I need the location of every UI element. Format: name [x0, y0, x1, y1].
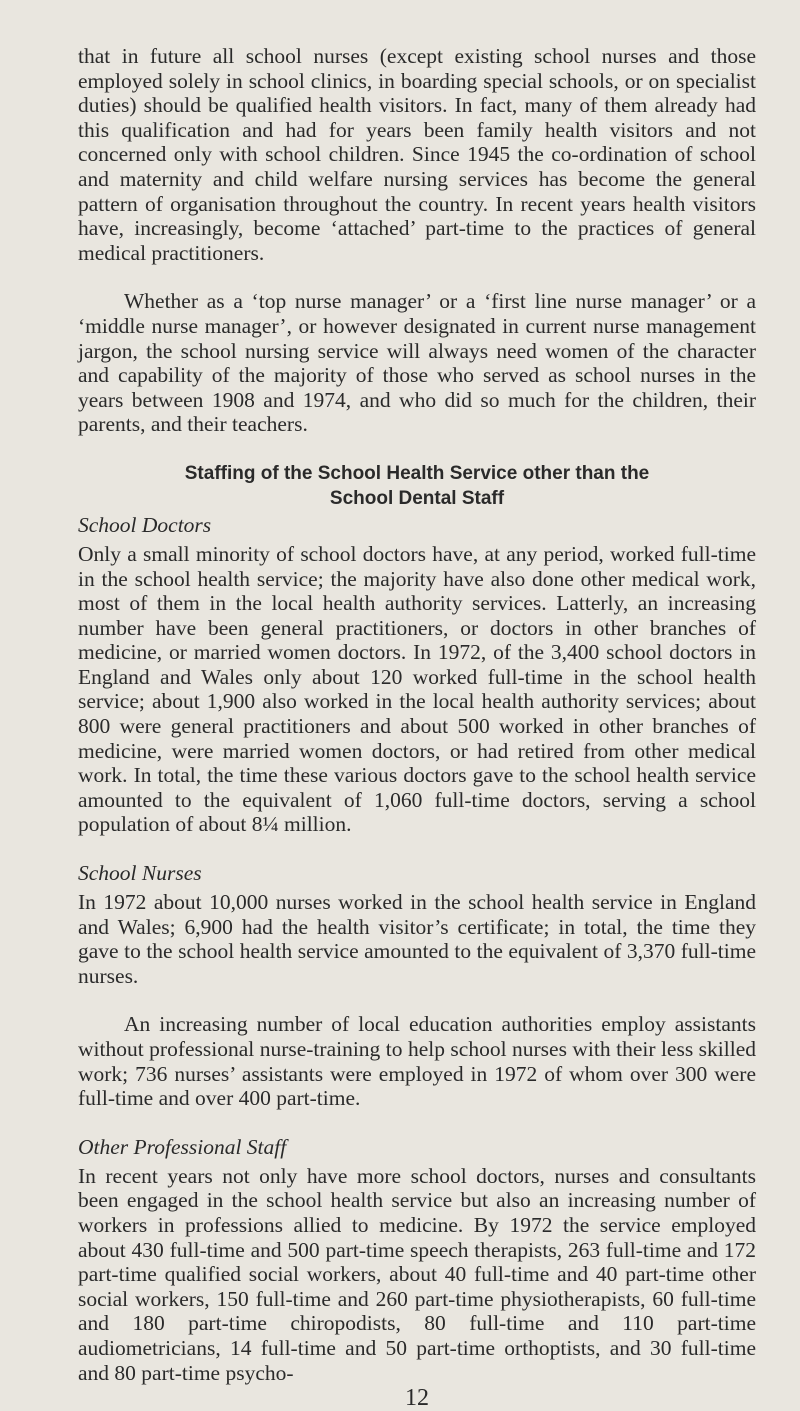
section-heading-continued: School Dental Staff [329, 487, 505, 509]
section-heading: Staffing of the School Health Service other than the [184, 462, 650, 484]
body-paragraph: An increasing number of local education authorities employ assistants without professional nurse-training to help school nurses with their less skilled work; 736 nurses’ assistants were employed in 1972 of whom over 300 were full-time and over 400 part-time. [78, 1012, 756, 1111]
subsection-title-nurses: School Nurses [78, 861, 202, 886]
subsection-title-doctors: School Doctors [78, 512, 212, 537]
body-paragraph: In recent years not only have more school doctors, nurses and consultants been engaged in the school health service but also an increasing number of workers in professions allied to medicine. By 1972 the service employed about 430 full-time and 500 part-time speech therapists, 263 full-time and 172 part-time qualified social workers, about 40 full-time and 40 part-time other social workers, 150 full-time and 260 part-time physiotherapists, 60 full-time and 180 part-time chiropodists, 80 full-time and 110 part-time audiometricians, 14 full-time and 50 part-time orthoptists, and 30 full-time and 80 part-time psycho- [78, 1163, 756, 1385]
page-number: 12 [405, 1385, 429, 1411]
body-paragraph: that in future all school nurses (except existing school nurses and those employed solely in school clinics, in boarding special schools, or on specialist duties) should be qualified health visitors. In fact, many of them already had this qualification and had for years been family health visitors and not concerned only with school children. Since 1945 the co-ordination of school and maternity and child welfare nursing services has become the general pattern of organisation throughout the country. In recent years health visitors have, increasingly, become ‘attached’ part-time to the practices of general medical practitioners. [78, 44, 756, 265]
document-page [78, 44, 756, 1411]
body-paragraph: Only a small minority of school doctors have, at any period, worked full-time in the school health service; the majority have also done other medical work, most of them in the local health authority services. Latterly, an increasing number have been general practitioners, or doctors in other branches of medicine, or married women doctors. In 1972, of the 3,400 school doctors in England and Wales only about 120 worked full-time in the school health service; about 1,900 also worked in the local health authority services; about 800 were general practitioners and about 500 worked in other branches of medicine, were married women doctors, or had retired from other medical work. In total, the time these various doctors gave to the school health service amounted to the equivalent of 1,060 full-time doctors, serving a school population of about 8¼ million. [78, 541, 756, 837]
subsection-title-other-staff: Other Professional Staff [78, 1134, 287, 1159]
body-paragraph: In 1972 about 10,000 nurses worked in the school health service in England and Wales; 6,900 had the health visitor’s certificate; in total, the time they gave to the school health service amounted to the equivalent of 3,370 full-time nurses. [78, 890, 756, 988]
body-paragraph: Whether as a ‘top nurse manager’ or a ‘first line nurse manager’ or a ‘middle nurse manager’, or however designated in current nurse management jargon, the school nursing service will always need women of the character and capability of the majority of those who served as school nurses in the years between 1908 and 1974, and who did so much for the children, their parents, and their teachers. [78, 289, 756, 437]
